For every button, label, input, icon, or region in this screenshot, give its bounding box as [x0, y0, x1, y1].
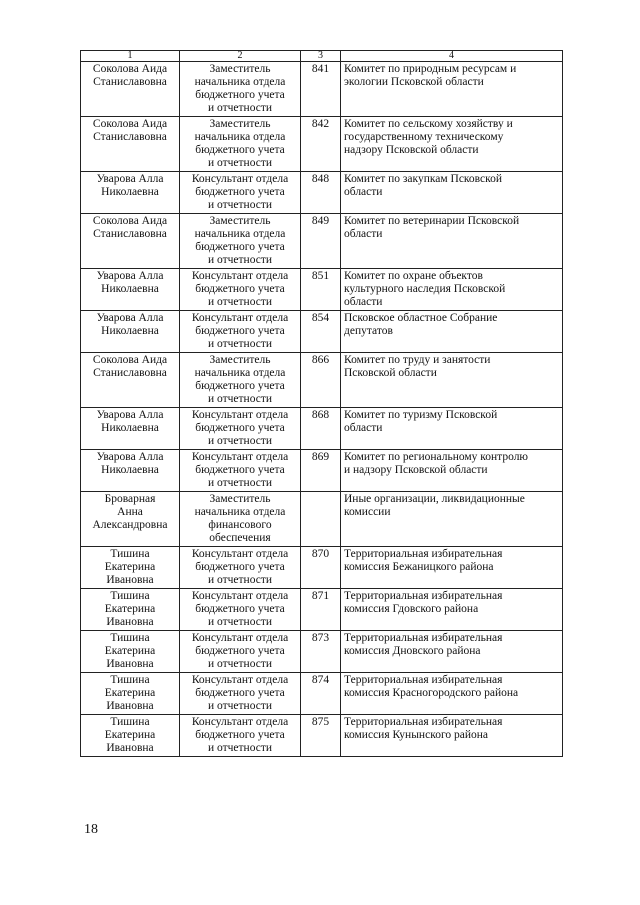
table-row	[81, 450, 563, 492]
organization-name: Комитет по туризму Псковской области	[341, 408, 563, 450]
chapter-code: 873	[301, 631, 341, 673]
employee-position: Заместитель начальника отдела финансового обеспечения	[180, 492, 301, 547]
employee-name: Соколова Аида Станиславовна	[81, 214, 180, 269]
responsibility-table	[80, 50, 563, 757]
organization-name: Псковское областное Собрание депутатов	[341, 311, 563, 353]
table-row	[81, 492, 563, 547]
employee-position: Консультант отдела бюджетного учета и отчетности	[180, 715, 301, 757]
employee-name: Уварова Алла Николаевна	[81, 450, 180, 492]
employee-position: Заместитель начальника отдела бюджетного учета и отчетности	[180, 62, 301, 117]
chapter-code: 866	[301, 353, 341, 408]
organization-name: Территориальная избирательная комиссия Бежаницкого района	[341, 547, 563, 589]
table-header-row	[81, 51, 563, 62]
column-header: 4	[341, 51, 563, 62]
employee-name: Соколова Аида Станиславовна	[81, 62, 180, 117]
table-row	[81, 631, 563, 673]
chapter-code: 854	[301, 311, 341, 353]
organization-name: Территориальная избирательная комиссия Кунынского района	[341, 715, 563, 757]
employee-name: Уварова Алла Николаевна	[81, 408, 180, 450]
table-row	[81, 62, 563, 117]
organization-name: Комитет по ветеринарии Псковской области	[341, 214, 563, 269]
organization-name: Иные организации, ликвидационные комиссии	[341, 492, 563, 547]
organization-name: Территориальная избирательная комиссия Дновского района	[341, 631, 563, 673]
chapter-code: 869	[301, 450, 341, 492]
employee-name: Тишина Екатерина Ивановна	[81, 547, 180, 589]
employee-name: Броварная Анна Александровна	[81, 492, 180, 547]
chapter-code: 871	[301, 589, 341, 631]
employee-position: Консультант отдела бюджетного учета и отчетности	[180, 589, 301, 631]
employee-name: Уварова Алла Николаевна	[81, 172, 180, 214]
employee-position: Консультант отдела бюджетного учета и отчетности	[180, 172, 301, 214]
table-row	[81, 172, 563, 214]
organization-name: Комитет по труду и занятости Псковской области	[341, 353, 563, 408]
employee-name: Тишина Екатерина Ивановна	[81, 631, 180, 673]
table-row	[81, 214, 563, 269]
chapter-code: 841	[301, 62, 341, 117]
employee-name: Соколова Аида Станиславовна	[81, 353, 180, 408]
employee-position: Заместитель начальника отдела бюджетного учета и отчетности	[180, 214, 301, 269]
employee-name: Уварова Алла Николаевна	[81, 311, 180, 353]
table-row	[81, 269, 563, 311]
chapter-code: 842	[301, 117, 341, 172]
employee-name: Тишина Екатерина Ивановна	[81, 673, 180, 715]
employee-name: Тишина Екатерина Ивановна	[81, 589, 180, 631]
organization-name: Комитет по охране объектов культурного наследия Псковской области	[341, 269, 563, 311]
employee-name: Тишина Екатерина Ивановна	[81, 715, 180, 757]
table-row	[81, 353, 563, 408]
employee-position: Консультант отдела бюджетного учета и отчетности	[180, 269, 301, 311]
chapter-code: 870	[301, 547, 341, 589]
employee-name: Уварова Алла Николаевна	[81, 269, 180, 311]
column-header: 3	[301, 51, 341, 62]
chapter-code: 875	[301, 715, 341, 757]
table-body	[81, 62, 563, 757]
organization-name: Территориальная избирательная комиссия Гдовского района	[341, 589, 563, 631]
organization-name: Комитет по природным ресурсам и экологии Псковской области	[341, 62, 563, 117]
employee-position: Заместитель начальника отдела бюджетного учета и отчетности	[180, 117, 301, 172]
table-row	[81, 408, 563, 450]
table-row	[81, 547, 563, 589]
column-header: 1	[81, 51, 180, 62]
organization-name: Комитет по сельскому хозяйству и государственному техническому надзору Псковской области	[341, 117, 563, 172]
organization-name: Комитет по региональному контролю и надзору Псковской области	[341, 450, 563, 492]
employee-position: Консультант отдела бюджетного учета и отчетности	[180, 631, 301, 673]
table-row	[81, 311, 563, 353]
table-row	[81, 673, 563, 715]
chapter-code: 851	[301, 269, 341, 311]
organization-name: Комитет по закупкам Псковской области	[341, 172, 563, 214]
employee-position: Консультант отдела бюджетного учета и отчетности	[180, 408, 301, 450]
employee-position: Заместитель начальника отдела бюджетного учета и отчетности	[180, 353, 301, 408]
chapter-code: 849	[301, 214, 341, 269]
chapter-code: 868	[301, 408, 341, 450]
chapter-code	[301, 492, 341, 547]
column-header: 2	[180, 51, 301, 62]
chapter-code: 848	[301, 172, 341, 214]
page-number: 18	[84, 822, 98, 837]
employee-name: Соколова Аида Станиславовна	[81, 117, 180, 172]
employee-position: Консультант отдела бюджетного учета и отчетности	[180, 450, 301, 492]
organization-name: Территориальная избирательная комиссия Красногородского района	[341, 673, 563, 715]
employee-position: Консультант отдела бюджетного учета и отчетности	[180, 547, 301, 589]
table-row	[81, 117, 563, 172]
employee-position: Консультант отдела бюджетного учета и отчетности	[180, 673, 301, 715]
table-row	[81, 715, 563, 757]
employee-position: Консультант отдела бюджетного учета и отчетности	[180, 311, 301, 353]
table-row	[81, 589, 563, 631]
chapter-code: 874	[301, 673, 341, 715]
